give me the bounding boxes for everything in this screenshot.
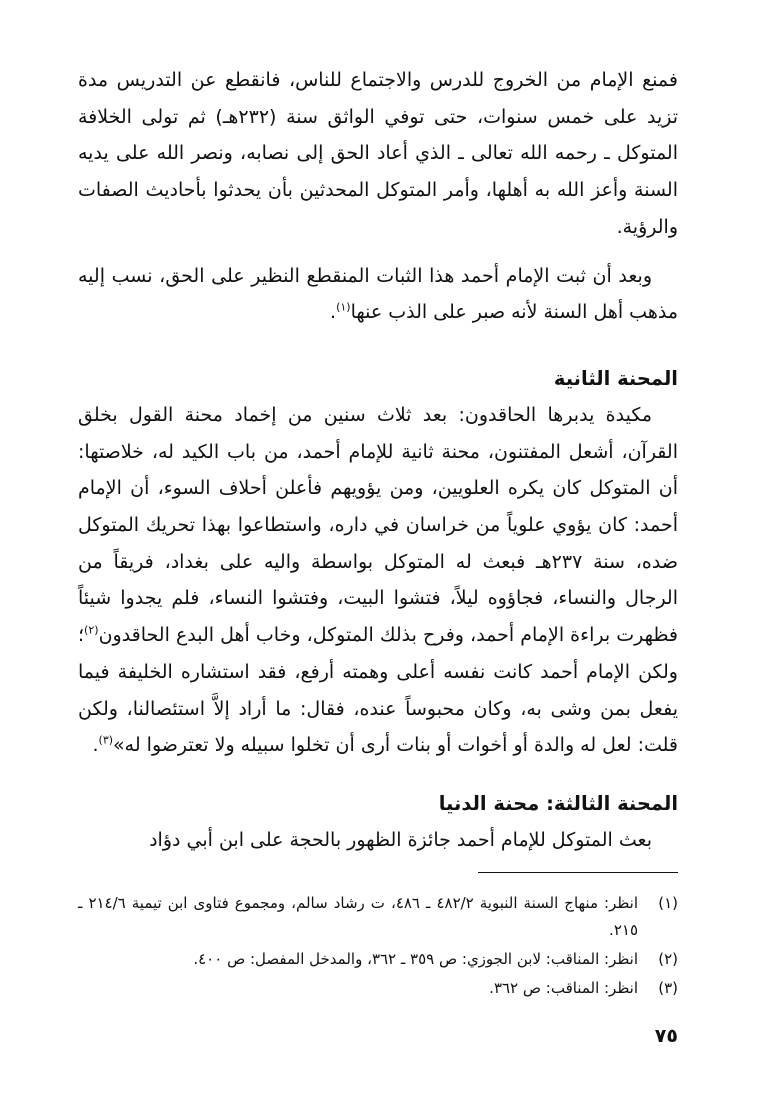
footnote-number: (٢): [658, 950, 678, 968]
footnote-3: [78, 975, 678, 1002]
footnote-number: (٣): [658, 979, 678, 997]
heading-third-trial: المحنة الثالثة: محنة الدنيا: [438, 791, 678, 815]
paragraph-4-text: بعث المتوكل للإمام أحمد جائزة الظهور بالحجة على ابن أبي دؤاد: [149, 828, 652, 851]
paragraph-3-text: مكيدة يدبرها الحاقدون: بعد ثلاث سنين من إخماد محنة القول بخلق القرآن، أشعل المفتنون، محنة ثانية للإمام أحمد، من باب الكيد له، خلاصتها: أن المتوكل كان يكره العلويين، ومن يؤويهم فأعلن أحلاف السوء، أن الإمام أحمد: كان يؤوي علوياً من خراسان في داره، واستطاعوا بهذا تحريك المتوكل ضده، سنة ٢٣٧هـ فبعث له المتوكل بواسطة واليه على بغداد، فريقاً من الرجال والنساء، فجاؤوه ليلاً، فتشوا البيت، وفتشوا النساء، فلم يجدوا شيئاً فظهرت براءة الإمام أحمد، وفرح بذلك المتوكل، وخاب أهل البدع الحاقدون: [78, 403, 678, 647]
paragraph-2-text: وبعد أن ثبت الإمام أحمد هذا الثبات المنقطع النظير على الحق، نسب إليه مذهب أهل السنة لأنه صبر على الذب عنها: [78, 264, 678, 324]
footnote-divider: [478, 872, 678, 873]
paragraph-2-end: .: [330, 301, 337, 324]
footnote-text: انظر: المناقب: ص ٣٦٢.: [489, 979, 638, 997]
footnote-number: (١): [658, 894, 678, 912]
paragraph-3-continued: ؛ ولكن الإمام أحمد كانت نفسه أعلى وهمته أرفع، فقد استشاره الخليفة فيما يفعل بمن وشى به، وكان محبوساً عنده، فقال: ما أراد إلاَّ استئصالنا، ولكن قلت: لعل له والدة أو أخوات أو بنات أرى أن تخلوا سبيله ولا تعترضوا له»: [78, 624, 678, 757]
footnote-ref-2: (٢): [84, 623, 99, 637]
footnote-2: [78, 946, 678, 973]
footnote-ref-1: (١): [336, 300, 351, 314]
footnote-text: انظر: المناقب: لابن الجوزي: ص ٣٥٩ ـ ٣٦٢، والمدخل المفصل: ص ٤٠٠.: [193, 950, 638, 968]
paragraph-2: [78, 258, 678, 331]
heading-second-trial: المحنة الثانية: [553, 366, 678, 390]
footnote-ref-3: (٣): [98, 733, 114, 747]
footnotes: [78, 890, 678, 1004]
paragraph-1-text: فمنع الإمام من الخروج للدرس والاجتماع للناس، فانقطع عن التدريس مدة تزيد على خمس سنوات، حتى توفي الواثق سنة (٢٣٢هـ) ثم تولى الخلافة المتوكل ـ رحمه الله تعالى ـ الذي أعاد الحق إلى نصابه، ونصر الله على يديه السنة وأعز الله به أهلها، وأمر المتوكل المحدثين بأن يحدثوا بأحاديث الصفات والرؤية.: [78, 69, 678, 238]
paragraph-4: [78, 822, 678, 859]
page-number: ٧٥: [654, 1025, 678, 1047]
document-page: [78, 62, 678, 1082]
footnote-text: انظر: منهاج السنة النبوية ٤٨٢/٢ ـ ٤٨٦، ت رشاد سالم، ومجموع فتاوى ابن تيمية ٢١٤/٦ ـ ٢١٥.: [78, 894, 639, 939]
paragraph-3: [78, 397, 678, 764]
paragraph-3-end: .: [92, 734, 99, 757]
footnote-1: [78, 890, 678, 944]
paragraph-1: [78, 62, 678, 246]
